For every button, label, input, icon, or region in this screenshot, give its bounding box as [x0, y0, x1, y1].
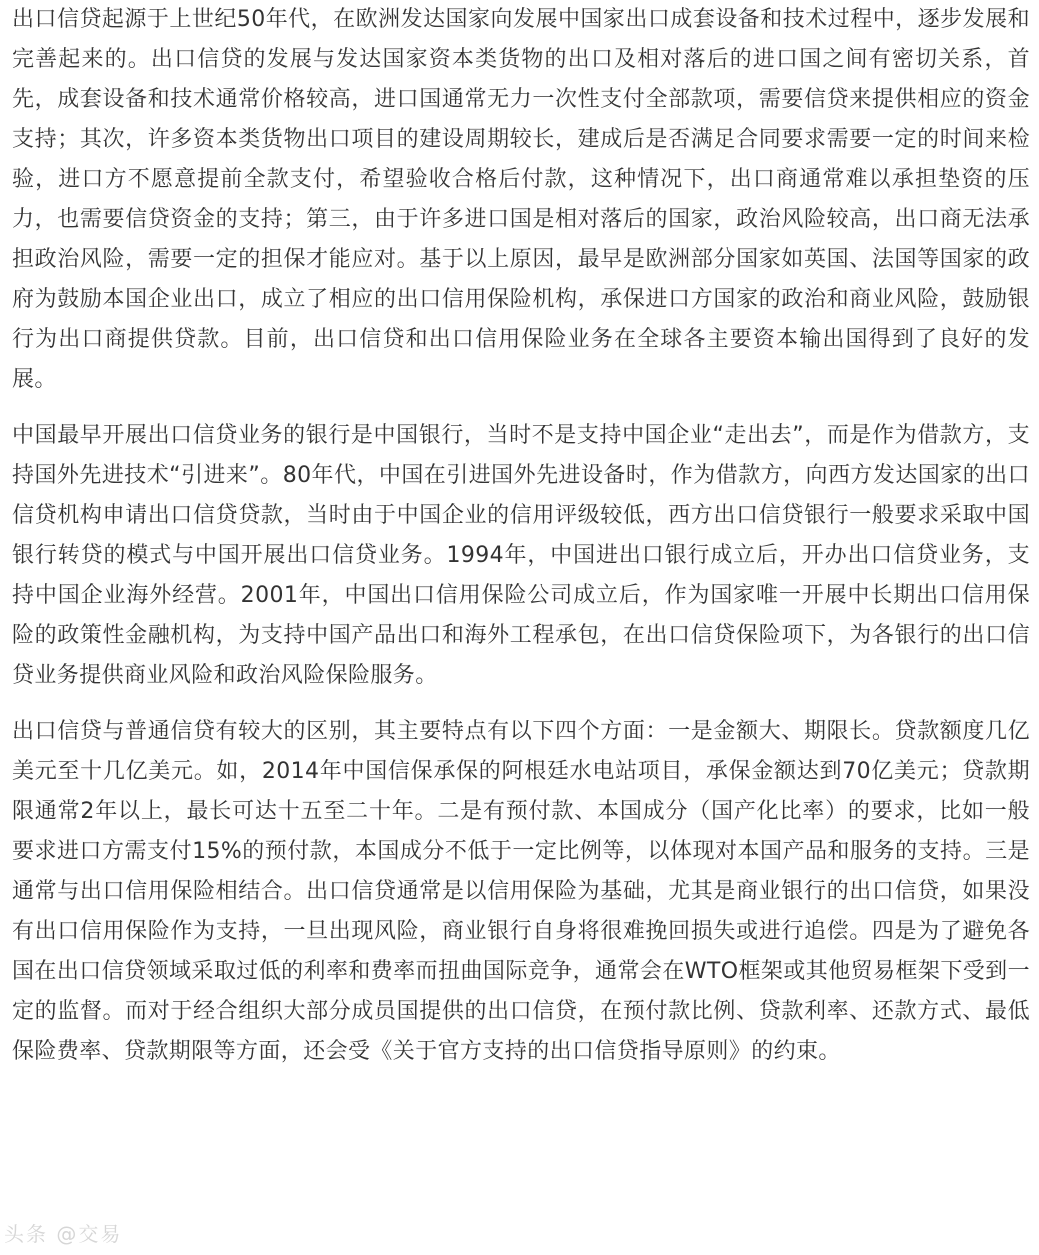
- article-body: [12, 0, 1030, 1072]
- paragraph-export-credit-features: 出口信贷与普通信贷有较大的区别，其主要特点有以下四个方面：一是金额大、期限长。贷款额度几亿美元至十几亿美元。如，2014年中国信保承保的阿根廷水电站项目，承保金额达到70亿美元；贷款期限通常2年以上，最长可达十五至二十年。二是有预付款、本国成分（国产化比率）的要求，比如一般要求进口方需支付15%的预付款，本国成分不低于一定比例等，以体现对本国产品和服务的支持。三是通常与出口信用保险相结合。出口信贷通常是以信用保险为基础，尤其是商业银行的出口信贷，如果没有出口信用保险作为支持，一旦出现风险，商业银行自身将很难挽回损失或进行追偿。四是为了避免各国在出口信贷领域采取过低的利率和费率而扭曲国际竞争，通常会在WTO框架或其他贸易框架下受到一定的监督。而对于经合组织大部分成员国提供的出口信贷，在预付款比例、贷款利率、还款方式、最低保险费率、贷款期限等方面，还会受《关于官方支持的出口信贷指导原则》的约束。: [12, 719, 1030, 1064]
- paragraph-export-credit-origin: 出口信贷起源于上世纪50年代，在欧洲发达国家向发展中国家出口成套设备和技术过程中，逐步发展和完善起来的。出口信贷的发展与发达国家资本类货物的出口及相对落后的进口国之间有密切关系，首先，成套设备和技术通常价格较高，进口国通常无力一次性支付全部款项，需要信贷来提供相应的资金支持；其次，许多资本类货物出口项目的建设周期较长，建成后是否满足合同要求需要一定的时间来检验，进口方不愿意提前全款支付，希望验收合格后付款，这种情况下，出口商通常难以承担垫资的压力，也需要信贷资金的支持；第三，由于许多进口国是相对落后的国家，政治风险较高，出口商无法承担政治风险，需要一定的担保才能应对。基于以上原因，最早是欧洲部分国家如英国、法国等国家的政府为鼓励本国企业出口，成立了相应的出口信用保险机构，承保进口方国家的政治和商业风险，鼓励银行为出口商提供贷款。目前，出口信贷和出口信用保险业务在全球各主要资本输出国得到了良好的发展。: [12, 7, 1030, 392]
- paragraph-china-export-credit-history: 中国最早开展出口信贷业务的银行是中国银行，当时不是支持中国企业“走出去”，而是作为借款方，支持国外先进技术“引进来”。80年代，中国在引进国外先进设备时，作为借款方，向西方发达国家的出口信贷机构申请出口信贷贷款，当时由于中国企业的信用评级较低，西方出口信贷银行一般要求采取中国银行转贷的模式与中国开展出口信贷业务。1994年，中国进出口银行成立后，开办出口信贷业务，支持中国企业海外经营。2001年，中国出口信用保险公司成立后，作为国家唯一开展中长期出口信用保险的政策性金融机构，为支持中国产品出口和海外工程承包，在出口信贷保险项下，为各银行的出口信贷业务提供商业风险和政治风险保险服务。: [12, 423, 1030, 688]
- watermark: 头条 @交易: [4, 1222, 123, 1246]
